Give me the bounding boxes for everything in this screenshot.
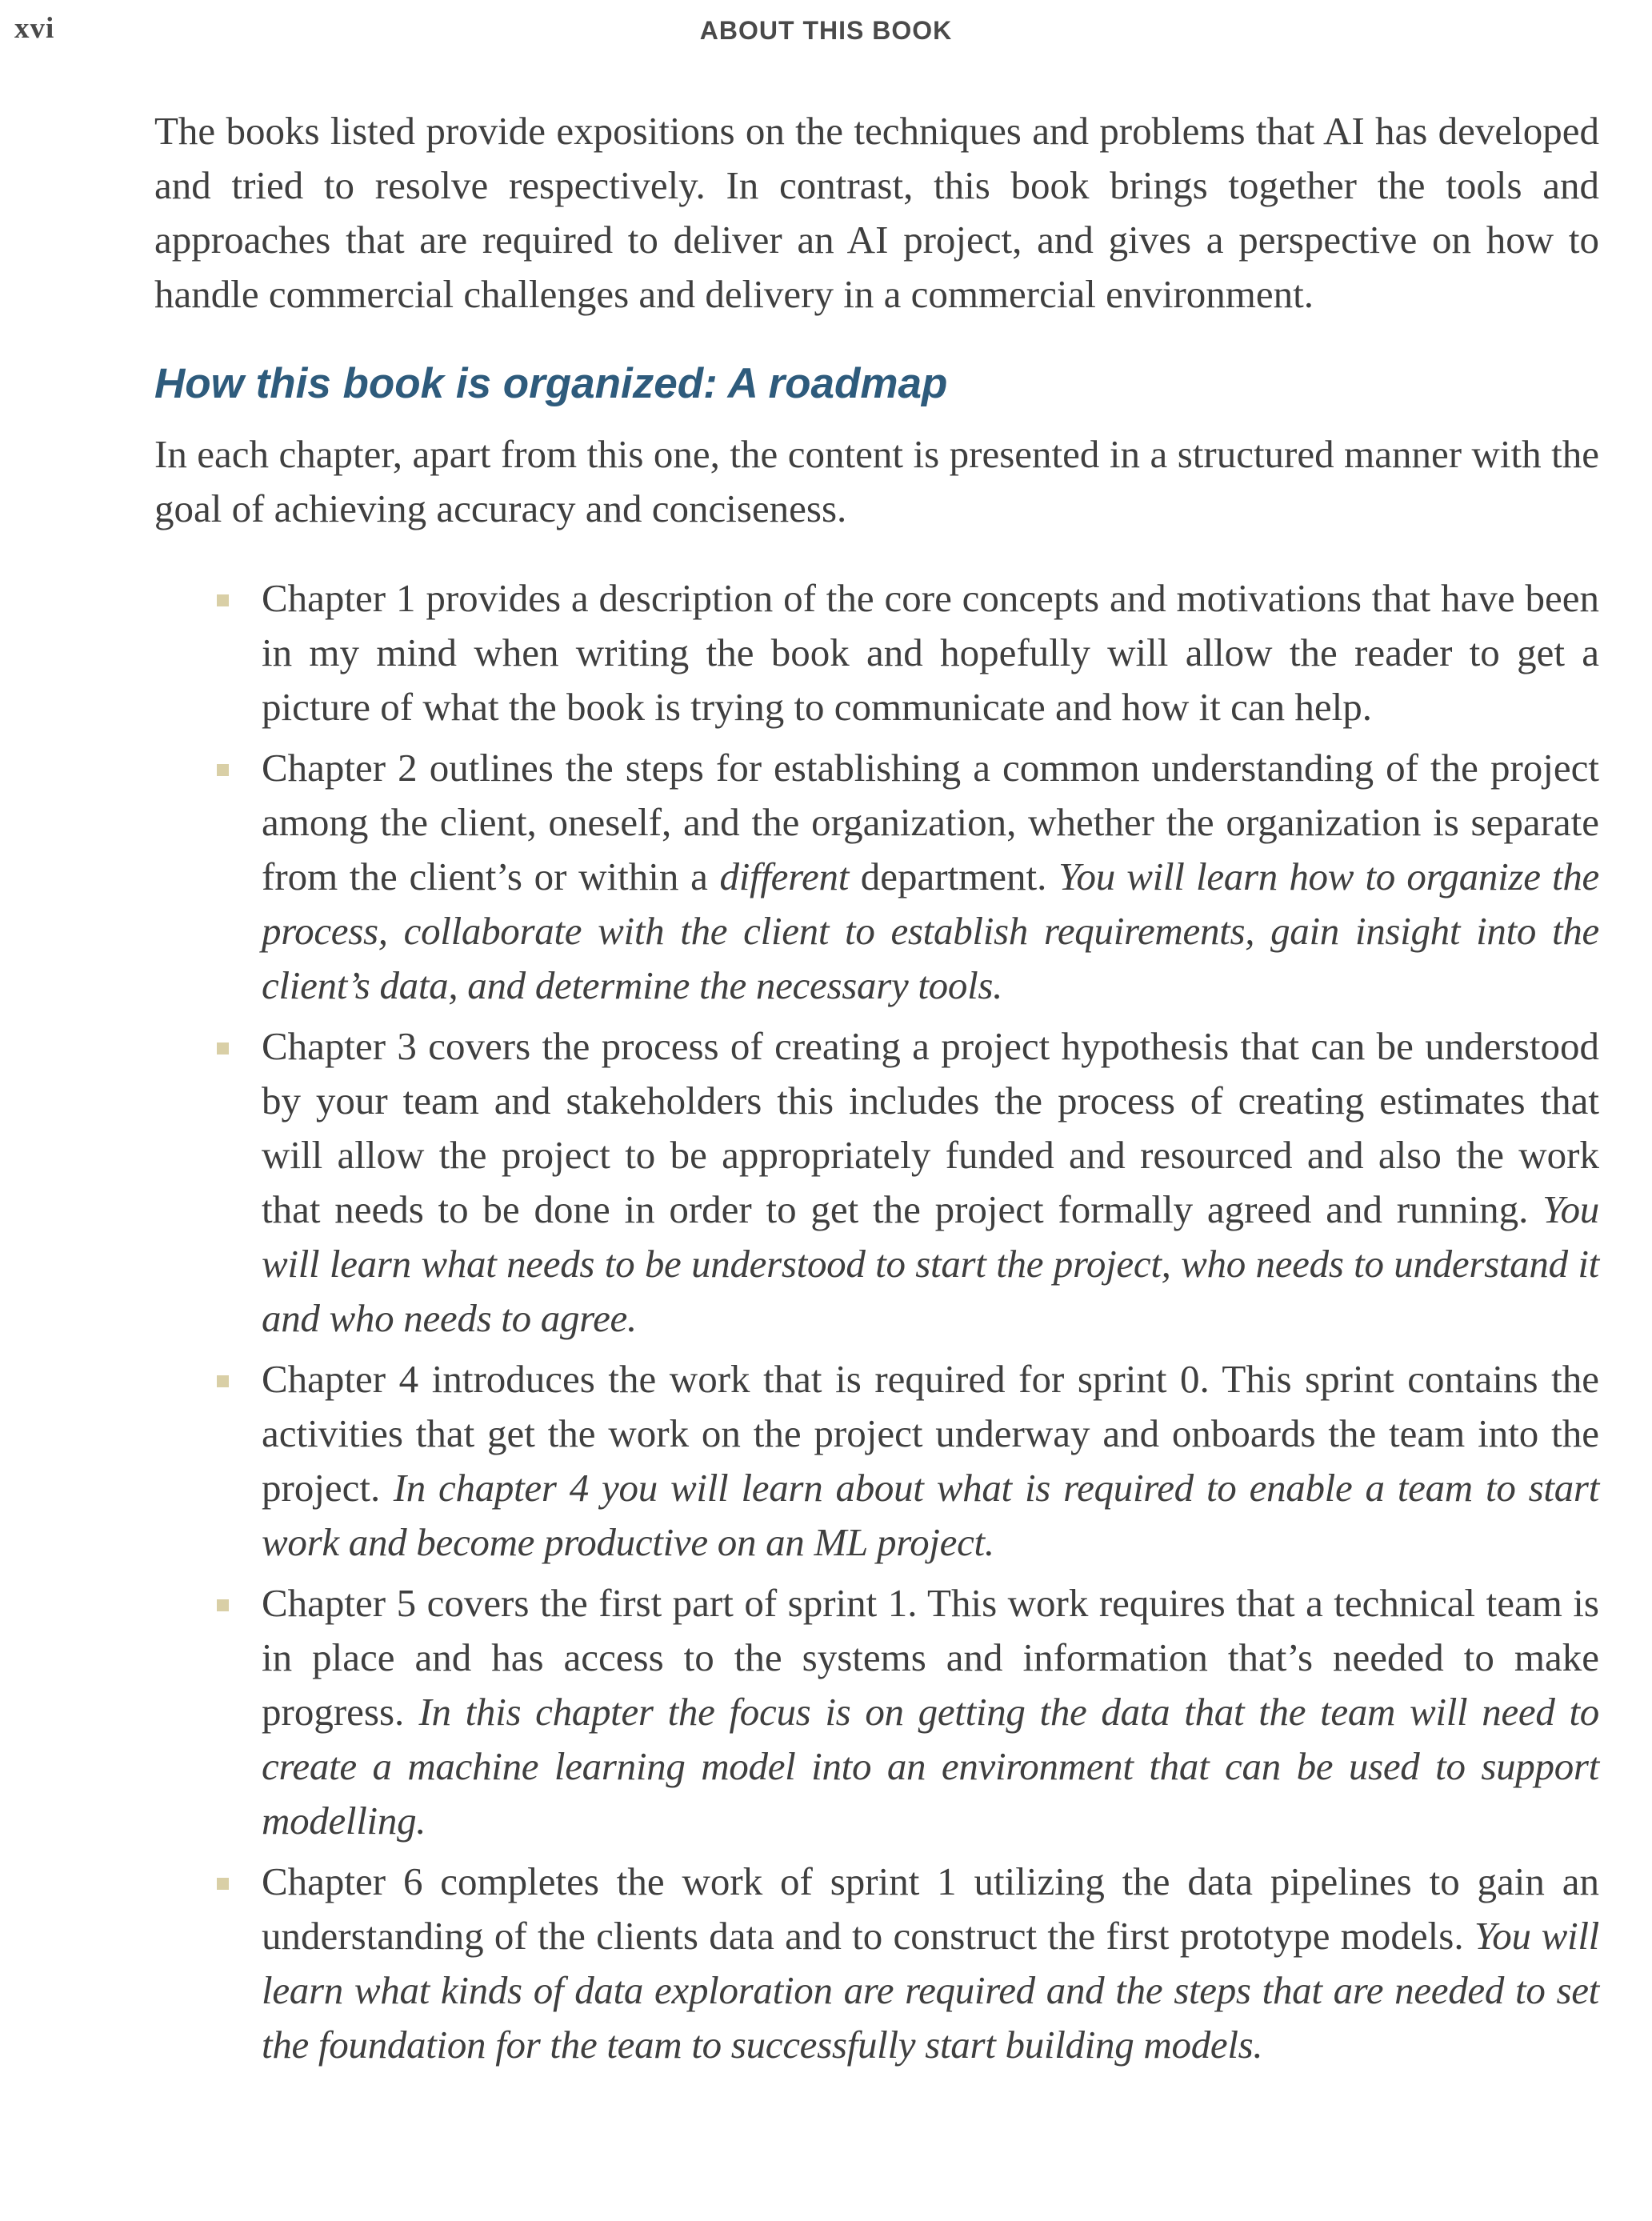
list-item-chapter-4 <box>154 1352 1599 1570</box>
chapter-learning-outcome: You will learn what kinds of data exploration are required and the steps that are needed to set the foundation for the team to successfully start building models. <box>262 1914 1599 2067</box>
emphasis-word: different <box>719 854 850 898</box>
chapter-list <box>154 571 1599 2072</box>
chapter-summary: Chapter 1 provides a description of the core concepts and motivations that have been in my mind when writing the book and hopefully will allow the reader to get a picture of what the book is trying to communicate and how it can help. <box>262 576 1599 729</box>
intro-paragraph: The books listed provide expositions on the techniques and problems that AI has developed and tried to resolve respectively. In contrast, this book brings together the tools and approaches that are required to deliver an AI project, and gives a perspective on how to handle commercial challenges and delivery in a commercial environment. <box>154 109 1599 316</box>
running-title: ABOUT THIS BOOK <box>699 16 953 45</box>
chapter-description <box>262 1352 1599 1570</box>
chapter-learning-outcome: You will learn how to organize the process, collaborate with the client to establish requirements, gain insight into the client’s data, and determine the necessary tools. <box>262 854 1599 1007</box>
list-item-chapter-5 <box>154 1576 1599 1848</box>
list-item-chapter-2 <box>154 741 1599 1013</box>
square-bullet-icon <box>217 1878 229 1890</box>
chapter-summary: Chapter 6 completes the work of sprint 1 utilizing the data pipelines to gain an understanding of the clients data and to construct the first prototype models. <box>262 1859 1599 1958</box>
page-body <box>154 104 1599 2079</box>
chapter-description <box>262 1576 1599 1848</box>
chapter-description <box>262 1019 1599 1346</box>
chapter-summary: Chapter 4 introduces the work that is required for sprint 0. This sprint contains the activities that get the work on the project underway and onboards the team into the project. <box>262 1357 1599 1510</box>
square-bullet-icon <box>217 1042 229 1054</box>
list-item-chapter-6 <box>154 1855 1599 2072</box>
chapter-summary-continued: department. <box>849 854 1059 898</box>
chapter-learning-outcome: In this chapter the focus is on getting the data that the team will need to create a machine learning model into an environment that can be used to support modelling. <box>262 1690 1599 1843</box>
chapter-description <box>262 571 1599 734</box>
page-number: xvi <box>14 12 55 45</box>
square-bullet-icon <box>217 594 229 606</box>
chapter-summary: Chapter 2 outlines the steps for establishing a common understanding of the project among the client, oneself, and the organization, whether the organization is separate from the client’s or within a <box>262 746 1599 898</box>
chapter-summary: Chapter 5 covers the first part of sprint 1. This work requires that a technical team is in place and has access to the systems and information that’s needed to make progress. <box>262 1581 1599 1734</box>
running-header <box>0 11 1652 51</box>
chapter-description <box>262 1855 1599 2072</box>
chapter-description <box>262 741 1599 1013</box>
square-bullet-icon <box>217 1375 229 1387</box>
chapter-learning-outcome: You will learn what needs to be understood to start the project, who needs to understand it and who needs to agree. <box>262 1187 1599 1340</box>
list-item-chapter-1 <box>154 571 1599 734</box>
square-bullet-icon <box>217 764 229 776</box>
square-bullet-icon <box>217 1599 229 1611</box>
chapter-summary: Chapter 3 covers the process of creating a project hypothesis that can be understood by your team and stakeholders this includes the process of creating estimates that will allow the project to be appropriately funded and resourced and also the work that needs to be done in order to get the project formally agreed and running. <box>262 1024 1599 1231</box>
list-item-chapter-3 <box>154 1019 1599 1346</box>
chapter-learning-outcome: In chapter 4 you will learn about what is required to enable a team to start work and become productive on an ML project. <box>262 1466 1600 1564</box>
section-heading: How this book is organized: A roadmap <box>154 360 948 407</box>
section-intro-paragraph: In each chapter, apart from this one, the content is presented in a structured manner with the goal of achieving accuracy and conciseness. <box>154 432 1599 530</box>
